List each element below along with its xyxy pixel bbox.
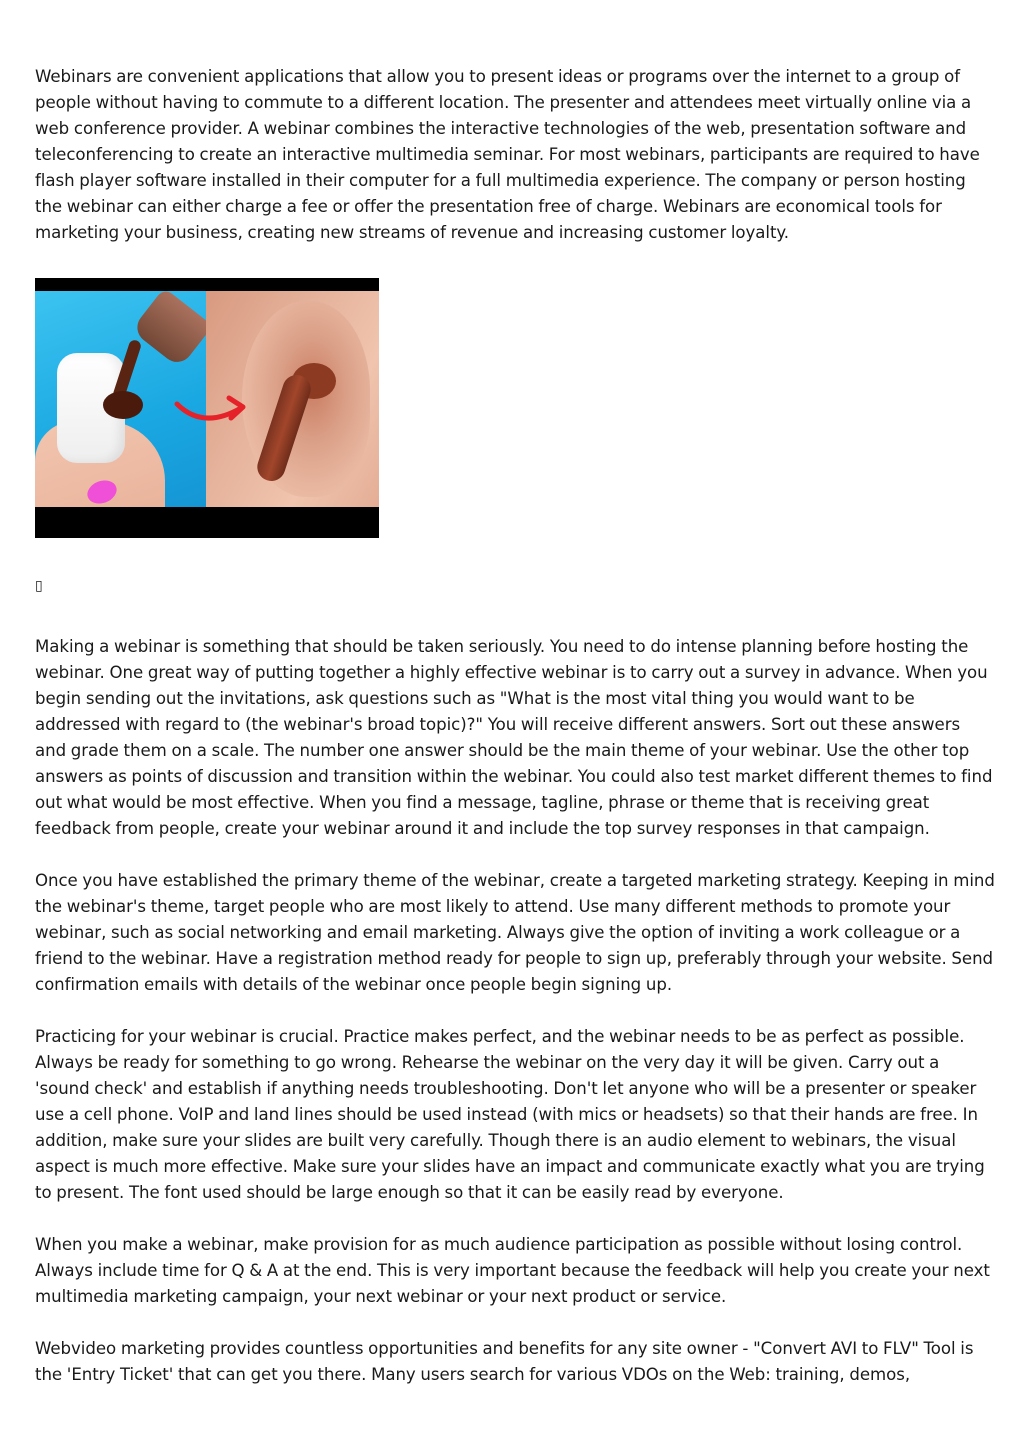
body-paragraph: Webvideo marketing provides countless opportunities and benefits for any site owner - "Convert AVI to FLV" Tool is the 'Entry Ticket' that can get you there. Many users search for various VDOs on the Web: training, demos, bbox=[35, 1339, 974, 1384]
body-paragraph: Making a webinar is something that should be taken seriously. You need to do intense planning before hosting the webinar. One great way of putting together a highly effective webinar is to carry out a survey in advance. When you begin sending out the invitations, ask questions such as "What is the most vital thing you would want to be addressed with regard to (the webinar's broad topic)?" You will receive different answers. Sort out these answers and grade them on a scale. The number one answer should be the main theme of your webinar. Use the other top answers as points of discussion and transition within the webinar. You could also test market different themes to find out what would be most effective. When you find a message, tagline, phrase or theme that is receiving great feedback from people, create your webinar around it and include the top survey responses in that campaign. bbox=[35, 637, 993, 838]
article bbox=[35, 64, 995, 1414]
intro-paragraph: Webinars are convenient applications that allow you to present ideas or programs over the internet to a group of people without having to commute to a different location. The presenter and attendees meet virtually online via a web conference provider. A webinar combines the interactive technologies of the web, presentation software and teleconferencing to create an interactive multimedia seminar. For most webinars, participants are required to have flash player software installed in their computer for a full multimedia experience. The company or person hosting the webinar can either charge a fee or offer the presentation free of charge. Webinars are economical tools for marketing your business, creating new streams of revenue and increasing customer loyalty. bbox=[35, 67, 980, 242]
body-paragraph: Practicing for your webinar is crucial. Practice makes perfect, and the webinar needs to be as perfect as possible. Always be ready for something to go wrong. Rehearse the webinar on the very day it will be given. Carry out a 'sound check' and establish if anything needs troubleshooting. Don't let anyone who will be a presenter or speaker use a cell phone. VoIP and land lines should be used instead (with mics or headsets) so that their hands are free. In addition, make sure your slides are built very carefully. Though there is an audio element to webinars, the visual aspect is much more effective. Make sure your slides have an impact and communicate exactly what you are trying to present. The font used should be large enough so that it can be easily read by everyone. bbox=[35, 1027, 985, 1202]
chocolate-blob-shape bbox=[103, 391, 143, 419]
missing-glyph: ▯ bbox=[35, 578, 43, 594]
body-paragraph: When you make a webinar, make provision for as much audience participation as possible without losing control. Always include time for Q & A at the end. This is very important because the feedback will help you create your next multimedia marketing campaign, your next webinar or your next product or service. bbox=[35, 1235, 990, 1306]
article-image bbox=[35, 278, 379, 538]
red-arrow-icon bbox=[171, 390, 251, 430]
cup-shape bbox=[131, 291, 206, 368]
body-paragraph: Once you have established the primary theme of the webinar, create a targeted marketing strategy. Keeping in mind the webinar's theme, target people who are most likely to attend. Use many different methods to promote your webinar, such as social networking and email marketing. Always give the option of inviting a work colleague or a friend to the webinar. Have a registration method ready for people to sign up, preferably through your website. Send confirmation emails with details of the webinar once people begin signing up. bbox=[35, 871, 995, 994]
